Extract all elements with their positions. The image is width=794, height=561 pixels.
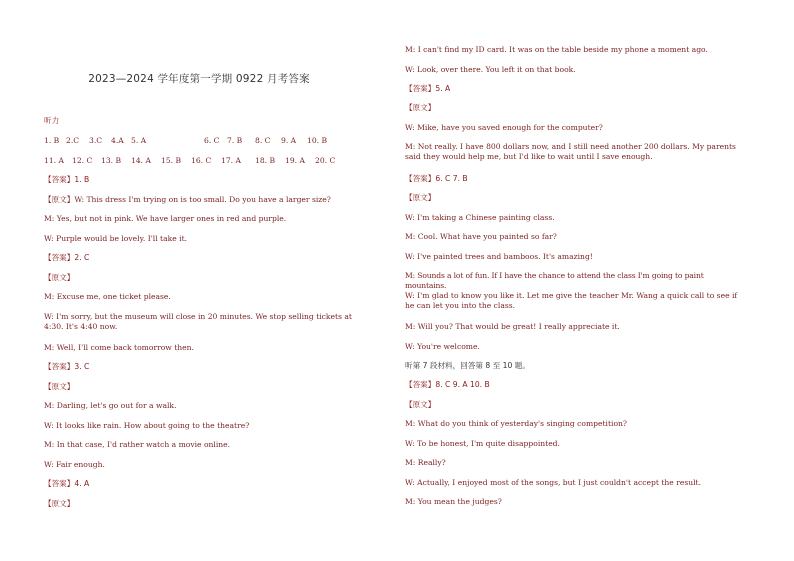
transcript-label: 【原文】 — [44, 273, 75, 282]
transcript-line: M: What do you think of yesterday's singing competition? — [405, 419, 628, 428]
answer-key-item: 10. B — [307, 136, 328, 145]
answer-key-item: 16. C — [191, 156, 212, 165]
answer-key-item: 5. A — [131, 136, 147, 145]
answer-key-item: 1. B — [44, 136, 60, 145]
transcript-line: M: You mean the judges? — [405, 497, 502, 506]
answer-key-item: 6. C — [204, 136, 220, 145]
transcript-line: M: Excuse me, one ticket please. — [44, 292, 171, 301]
transcript-label: 【原文】 — [44, 382, 75, 391]
answer-key-row-2 — [44, 156, 343, 166]
transcript-line: M: Not really. I have 800 dollars now, and I still need another 200 dollars. My parents said they would help me, but I'd like to wait until I save enough. — [405, 142, 736, 161]
answer-key-item: 17. A — [221, 156, 241, 165]
answer-label: 【答案】2. C — [44, 253, 90, 262]
transcript-line: W: I've painted trees and bamboos. It's amazing! — [405, 252, 593, 261]
transcript-line: M: Darling, let's go out for a walk. — [44, 401, 177, 410]
transcript-label: 【原文】 — [44, 499, 75, 508]
transcript-line: W: I'm taking a Chinese painting class. — [405, 213, 555, 222]
transcript-line: M: Cool. What have you painted so far? — [405, 232, 557, 241]
answer-key-item: 8. C — [255, 136, 271, 145]
transcript-line: 【原文】W: This dress I'm trying on is too small. Do you have a larger size? — [44, 195, 331, 204]
transcript-label: 【原文】 — [405, 103, 436, 112]
transcript-line: W: Fair enough. — [44, 460, 105, 469]
page-title: 2023—2024 学年度第一学期 0922 月考答案 — [88, 73, 310, 85]
transcript-line: W: Mike, have you saved enough for the computer? — [405, 123, 603, 132]
transcript-line: M: I can't find my ID card. It was on the table beside my phone a moment ago. — [405, 45, 708, 54]
answer-key-item: 13. B — [101, 156, 122, 165]
transcript-line: W: Actually, I enjoyed most of the songs, but I just couldn't accept the result. — [405, 478, 701, 487]
answer-label: 【答案】1. B — [44, 175, 90, 184]
transcript-line: M: Yes, but not in pink. We have larger ones in red and purple. — [44, 214, 287, 223]
answer-key-item: 12. C — [72, 156, 93, 165]
answer-key-item: 20. C — [315, 156, 336, 165]
answer-label: 【答案】6. C 7. B — [405, 174, 468, 183]
answer-key-item: 11. A — [44, 156, 64, 165]
transcript-line: M: In that case, I'd rather watch a movie online. — [44, 440, 231, 449]
transcript-line: M: Sounds a lot of fun. If I have the chance to attend the class I'm going to paint mountains. — [405, 271, 704, 290]
answer-key-item: 2.C — [66, 136, 80, 145]
answer-key-row-1 — [44, 136, 337, 146]
answer-key-item: 18. B — [255, 156, 276, 165]
answer-label: 【答案】5. A — [405, 84, 451, 93]
section-instruction: 听第 7 段材料，回答第 8 至 10 题。 — [405, 361, 530, 370]
transcript-line: W: Look, over there. You left it on that book. — [405, 65, 576, 74]
transcript-line: M: Well, I'll come back tomorrow then. — [44, 343, 194, 352]
answer-key-item: 3.C — [89, 136, 103, 145]
answer-key-item: 9. A — [281, 136, 297, 145]
answer-label: 【答案】4. A — [44, 479, 90, 488]
answer-key-item: 7. B — [227, 136, 243, 145]
transcript-line: W: It looks like rain. How about going to the theatre? — [44, 421, 250, 430]
transcript-label: 【原文】 — [405, 193, 436, 202]
answer-key-item: 14. A — [131, 156, 151, 165]
transcript-line: W: Purple would be lovely. I'll take it. — [44, 234, 188, 243]
transcript-line: W: I'm sorry, but the museum will close in 20 minutes. We stop selling tickets at 4:30. It's 4:40 now. — [44, 312, 352, 331]
answer-key-item: 4.A — [111, 136, 124, 145]
transcript-line: W: To be honest, I'm quite disappointed. — [405, 439, 560, 448]
transcript-line: M: Will you? That would be great! I really appreciate it. — [405, 322, 620, 331]
answer-key-item: 19. A — [285, 156, 305, 165]
answer-key-item: 15. B — [161, 156, 182, 165]
answer-label: 【答案】3. C — [44, 362, 90, 371]
transcript-label: 【原文】 — [405, 400, 436, 409]
section-heading: 听力 — [44, 116, 60, 125]
transcript-line: M: Really? — [405, 458, 446, 467]
transcript-line: W: I'm glad to know you like it. Let me give the teacher Mr. Wang a quick call to see if he can let you into the class. — [405, 291, 738, 310]
transcript-line: W: You're welcome. — [405, 342, 480, 351]
answer-label: 【答案】8. C 9. A 10. B — [405, 380, 490, 389]
